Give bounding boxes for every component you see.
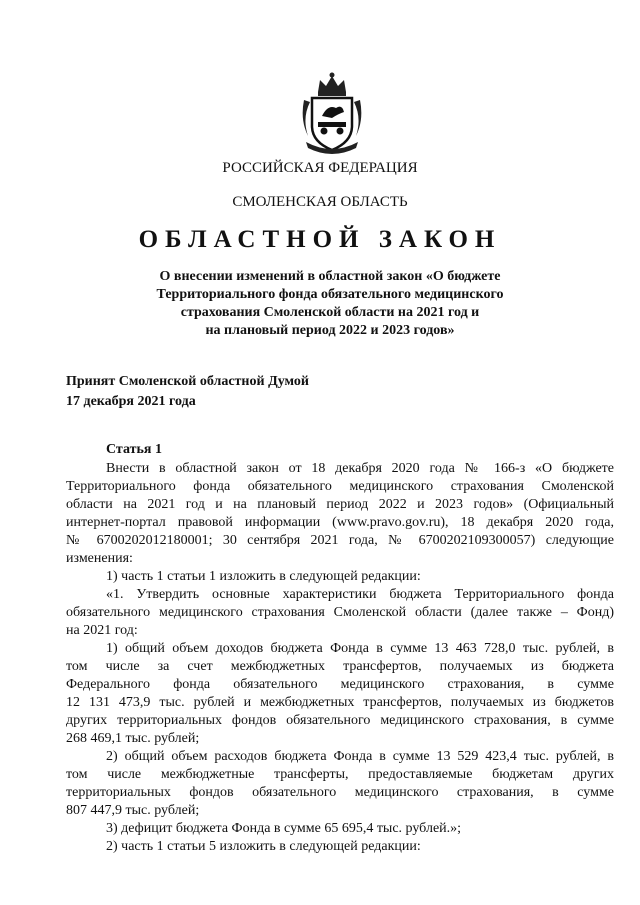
body-text-line: области на 2021 год и на плановый период 2022 и 2023 годов» (Официальный [66, 497, 614, 512]
body-text-line: на 2021 год: [66, 623, 138, 638]
smolensk-coat-of-arms-icon [298, 70, 366, 154]
subject-line: страхования Смоленской области на 2021 год и [180, 305, 480, 320]
body-text-line: изменения: [66, 551, 133, 566]
body-text-line: Внести в областной закон от 18 декабря 2020 года № 166-з «О бюджете [106, 461, 614, 476]
subject-line: на плановый период 2022 и 2023 годов» [205, 323, 455, 338]
law-subject [80, 268, 580, 340]
article-title: Статья 1 [106, 442, 162, 457]
subject-line: Территориального фонда обязательного медицинского [156, 287, 504, 302]
adopted-by: Принят Смоленской областной Думой [66, 374, 309, 389]
country-heading: РОССИЙСКАЯ ФЕДЕРАЦИЯ [222, 160, 418, 176]
body-text-line: интернет-портал правовой информации (www.pravo.gov.ru), 18 декабря 2020 года, [66, 515, 614, 530]
body-text-line: 2) часть 1 статьи 5 изложить в следующей редакции: [106, 839, 421, 854]
body-text-line: 2) общий объем расходов бюджета Фонда в сумме 13 529 423,4 тыс. рублей, в [106, 749, 614, 764]
body-text-line: 3) дефицит бюджета Фонда в сумме 65 695,4 тыс. рублей.»; [106, 821, 462, 836]
body-text-line: Территориального фонда обязательного медицинского страхования Смоленской [66, 479, 614, 494]
body-text-line: 268 469,1 тыс. рублей; [66, 731, 200, 746]
body-text-line: территориальных фондов обязательного медицинского страхования, в сумме [66, 785, 614, 800]
body-text-line: «1. Утвердить основные характеристики бюджета Территориального фонда [106, 587, 614, 602]
body-text-line: 12 131 473,9 тыс. рублей и межбюджетных трансфертов, получаемых из бюджетов [66, 695, 614, 710]
region-heading: СМОЛЕНСКАЯ ОБЛАСТЬ [232, 194, 408, 210]
article-body [66, 460, 614, 856]
body-text-line: других территориальных фондов обязательного медицинского страхования, в сумме [66, 713, 614, 728]
body-text-line: том числе межбюджетные трансферты, предоставляемые бюджетам других [66, 767, 614, 782]
adoption-info [66, 372, 309, 412]
body-text-line: 1) часть 1 статьи 1 изложить в следующей редакции: [106, 569, 421, 584]
body-text-line: № 6700202012180001; 30 сентября 2021 года, № 6700202109300057) следующие [66, 533, 614, 548]
document-type-title: ОБЛАСТНОЙ ЗАКОН [138, 226, 502, 253]
body-text-line: 1) общий объем доходов бюджета Фонда в сумме 13 463 728,0 тыс. рублей, в [106, 641, 614, 656]
subject-line: О внесении изменений в областной закон «О бюджете [159, 269, 501, 284]
body-text-line: Федерального фонда обязательного медицинского страхования, в сумме [66, 677, 614, 692]
adoption-date: 17 декабря 2021 года [66, 394, 196, 409]
body-text-line: обязательного медицинского страхования Смоленской области (далее также – Фонд) [66, 605, 614, 620]
body-text-line: том числе за счет межбюджетных трансфертов, получаемых из бюджета [66, 659, 614, 674]
body-text-line: 807 447,9 тыс. рублей; [66, 803, 200, 818]
